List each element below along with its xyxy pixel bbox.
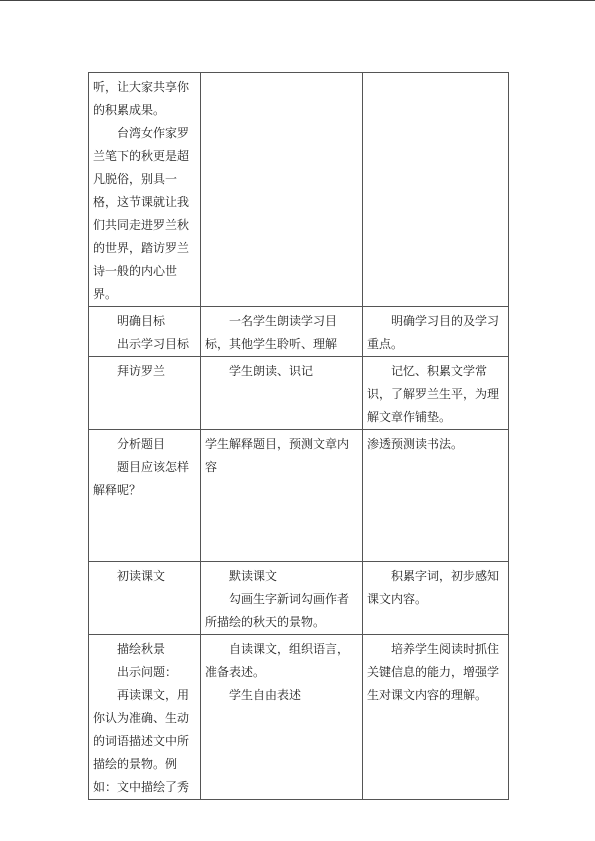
table-row xyxy=(89,307,509,357)
teacher-activity-cell xyxy=(89,635,201,800)
table-row xyxy=(89,357,509,430)
design-intent-cell xyxy=(363,357,509,430)
cell-text: 台湾女作家罗兰笔下的秋更是超凡脱俗，别具一格，这节课就让我们共同走进罗兰秋的世界，踏访罗兰诗一般的内心世界。 xyxy=(93,126,190,301)
teacher-activity-cell xyxy=(89,73,201,307)
student-activity-cell xyxy=(201,73,363,307)
cell-text: 一名学生朗读学习目标，其他学生聆听、理解 xyxy=(205,314,338,351)
cell-text: 学生自由表述 xyxy=(229,688,302,702)
teacher-activity-cell xyxy=(89,562,201,635)
teacher-activity-cell xyxy=(89,430,201,562)
cell-text: 自读课文，组织语言，准备表述。 xyxy=(205,642,350,679)
cell-text: 勾画生字新词勾画作者所描绘的秋天的景物。 xyxy=(205,592,350,629)
cell-text: 记忆、积累文学常识，了解罗兰生平，为理解文章作铺垫。 xyxy=(367,364,500,424)
teacher-activity-cell xyxy=(89,307,201,357)
cell-text: 明确目标 xyxy=(117,314,166,328)
cell-text: 积累字词，初步感知课文内容。 xyxy=(367,569,500,606)
cell-text: 培养学生阅读时抓住关键信息的能力，增强学生对课文内容的理解。 xyxy=(367,642,500,702)
cell-text: 分析题目 xyxy=(117,437,166,451)
table-row xyxy=(89,430,509,562)
cell-text: 出示学习目标 xyxy=(117,337,190,351)
student-activity-cell xyxy=(201,562,363,635)
cell-text: 学生朗读、识记 xyxy=(229,364,314,378)
cell-text: 描绘秋景 xyxy=(117,642,166,656)
cell-text: 再读课文，用你认为准确、生动的词语描述文中所描绘的景物。例如：文中描绘了秀 xyxy=(93,688,190,794)
cell-text: 明确学习目的及学习重点。 xyxy=(367,314,500,351)
cell-text: 学生解释题目，预测文章内容 xyxy=(205,437,350,474)
cell-text: 听，让大家共享你的积累成果。 xyxy=(93,80,190,117)
cell-text: 出示问题： xyxy=(117,665,178,679)
design-intent-cell xyxy=(363,73,509,307)
student-activity-cell xyxy=(201,430,363,562)
lesson-plan-table xyxy=(88,72,509,800)
table-row xyxy=(89,562,509,635)
cell-text: 渗透预测读书法。 xyxy=(367,437,464,451)
student-activity-cell xyxy=(201,635,363,800)
teacher-activity-cell xyxy=(89,357,201,430)
table-row xyxy=(89,635,509,800)
student-activity-cell xyxy=(201,307,363,357)
table-row xyxy=(89,73,509,307)
design-intent-cell xyxy=(363,307,509,357)
design-intent-cell xyxy=(363,562,509,635)
cell-text: 初读课文 xyxy=(117,569,166,583)
design-intent-cell xyxy=(363,635,509,800)
header-rule xyxy=(0,0,595,1)
design-intent-cell xyxy=(363,430,509,562)
cell-text: 题目应该怎样解释呢？ xyxy=(93,460,190,497)
student-activity-cell xyxy=(201,357,363,430)
cell-text: 拜访罗兰 xyxy=(117,364,166,378)
cell-text: 默读课文 xyxy=(229,569,278,583)
